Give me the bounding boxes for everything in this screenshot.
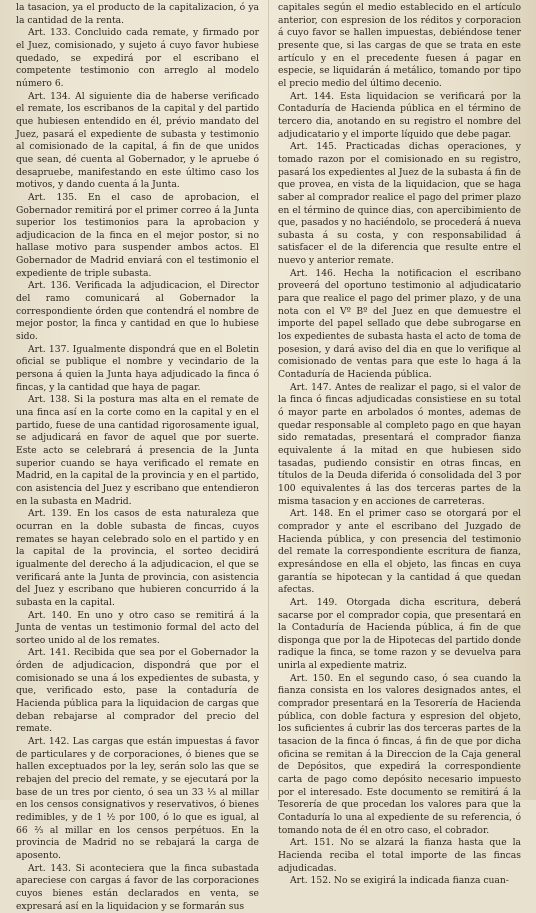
article-143: Art. 143. Si aconteciera que la finca subastada apareciese con cargas á favor de las corporaciones cuyos bienes están declarados en venta, se expresará así en la liquidacion y se formarán sus [16,862,259,912]
article-136: Art. 136. Verificada la adjudicacion, el Director del ramo comunicará al Gobernador la correspondiente órden que contendrá el nombre de mejor postor, la finca y cantidad en que lo hubiese sido. [16,280,259,343]
article-147: Art. 147. Antes de realizar el pago, si el valor de la finca ó fincas adjudicadas consistiese en su total ó mayor parte en arbolados ó montes, ademas de quedar responsable al completo pago en que hayan sido rematadas, presentará el comprador fianza equivalente á la mitad en que hubiesen sido tasadas, pudiendo consistir en otras fincas, en títulos de la Deuda diferida ó consolidada del 3 por 100 equivalentes á las dos terceras partes de la misma tasacion y en acciones de carreteras. [278,381,521,507]
article-150: Art. 150. En el segundo caso, ó sea cuando la fianza consista en los valores designados antes, el comprador presentará en la Tesorería de Hacienda pública, con doble factura y espresion del objeto, los suficientes á cubrir las dos terceras partes de la tasacion de la finca ó fincas, á fin de que por dicha oficina se remitan á la Direccion de la Caja general de Depósitos, que expedirá la correspondiente carta de pago como depósito necesario impuesto por el interesado. Este documento se remitirá á la Tesorería de que procedan los valores para que la Contaduría lo una al expediente de su referencia, ó tomando nota de él en otro caso, el cobrador. [278,672,521,836]
article-140: Art. 140. En uno y otro caso se remitirá á la Junta de ventas un testimonio formal del acto del sorteo unido al de los remates. [16,609,259,646]
article-146: Art. 146. Hecha la notificacion el escribano proveerá del oportuno testimonio al adjudicatario para que realice el pago del primer plazo, y de una nota con el Vº Bº del Juez en que demuestre el importe del papel sellado que debe subrogarse en los expedientes de subasta hasta el acto de toma de posesion, y dará aviso del dia en que lo verifique al comisionado de ventas para que este lo haga á la Contaduría de Hacienda pública. [278,267,521,381]
article-138: Art. 138. Si la postura mas alta en el remate de una finca así en la corte como en la capital y en el partido, fuese de una cantidad rigorosamente igual, se adjudicará en favor de aquel que por suerte. Este acto se celebrará á presencia de la Junta superior cuando se haya verificado el remate en Madrid, en la capital de la provincia y en el partido, con asistencia del Juez y escribano que entendieron en la subasta en Madrid. [16,394,259,507]
article-141: Art. 141. Recibida que sea por el Gobernador la órden de adjudicacion, dispondrá que por el comisionado se una á los expedientes de subasta, y que, verificado esto, pase la contaduría de Hacienda pública para la liquidacion de cargas que deban rebajarse al comprador del precio del remate. [16,647,259,735]
column-divider [268,0,269,800]
article-135: Art. 135. En el caso de aprobacion, el Gobernador remitirá por el primer correo á la Junta superior los testimonios para la aprobacion y adjudicacion de la finca en el mejor postor, si no hallase motivo para suspender ambos actos. El Gobernador de Madrid enviará con el testimonio el expediente de triple subasta. [16,191,259,279]
right-column [278,2,521,887]
article-134: Art. 134. Al siguiente dia de haberse verificado el remate, los escribanos de la capital y del partido que hubiesen entendido en él, prévio mandato del Juez, pasará el expediente de subasta y testimonio al comisionado de la capital, á fin de que unidos que sean, dé cuenta al Gobernador, y le apruebe ó desapruebe, manifestando en este último caso los motivos, y dando cuenta á la Junta. [16,90,259,191]
article-142: Art. 142. Las cargas que están impuestas á favor de particulares y de corporaciones, ó bienes que se hallen exceptuados por la ley, serán solo las que se rebajen del precio del remate, y se ejecutará por la base de un tres por ciento, ó sea un 33 ⅓ al millar en los censos consignativos y reservativos, ó bienes redimibles, y de 1 ½ por 100, ó lo que es igual, al 66 ⅔ al millar en los censos perpétuos. En la provincia de Madrid no se rebajará la carga de aposento. [16,736,259,861]
article-139: Art. 139. En los casos de esta naturaleza que ocurran en la doble subasta de fincas, cuyos remates se hayan celebrado solo en el partido y en la capital de la provincia, el sorteo decidirá igualmente del derecho á la adjudicacion, el que se verificará ante la Junta de provincia, con asistencia del Juez y escribano que hubieren concurrido á la subasta en la capital. [16,508,259,608]
article-137: Art. 137. Igualmente dispondrá que en el Boletin oficial se publique el nombre y vecindario de la persona á quien la Junta haya adjudicado la finca ó fincas, y la cantidad que haya de pagar. [16,343,259,393]
left-column [16,2,259,912]
article-151: Art. 151. No se alzará la fianza hasta que la Hacienda reciba el total importe de las fincas adjudicadas. [278,837,521,874]
article-144: Art. 144. Esta liquidacion se verificará por la Contaduría de Hacienda pública en el término de tercero dia, anotando en su registro el nombre del adjudicatario y el importe líquido que debe pagar. [278,90,521,140]
article-149: Art. 149. Otorgada dicha escritura, deberá sacarse por el comprador copia, que presentará en la Contaduría de Hacienda pública, á fin de que disponga que por la de Hipotecas del partido donde radique la finca, se tome razon y se devuelva para unirla al expediente matriz. [278,596,521,672]
article-145: Art. 145. Practicadas dichas operaciones, y tomado razon por el comisionado en su registro, pasará los expedientes al Juez de la subasta á fin de que provea, en vista de la liquidacion, que se haga saber al comprador realice el pago del primer plazo en el término de quince dias, con apercibimiento de que, pasados y no haciéndolo, se procederá á nueva subasta á su costa, y con responsabilidad á satisfacer el de la diferencia que resulte entre el nuevo y anterior remate. [278,141,521,267]
article-148: Art. 148. En el primer caso se otorgará por el comprador y ante el escribano del Juzgado de Hacienda pública, y con presencia del testimonio del remate la correspondiente escritura de fianza, expresándose en ella el objeto, las fincas en cuya garantía se hipotecan y la cantidad á que quedan afectas. [278,508,521,596]
right-continuation: capitales según el medio establecido en el artículo anterior, con espresion de los réditos y corporacion á cuyo favor se hallen impuestas, debiéndose tener presente que, si las cargas de que se trata en este artículo y en el precedente fuesen á pagar en especie, se liquidarán á metálico, tomando por tipo el precio medio del último decenio. [278,2,521,89]
article-152: Art. 152. No se exigirá la indicada fianza cuan- [290,875,509,887]
article-133: Art. 133. Concluido cada remate, y firmado por el Juez, comisionado, y sujeto á cuyo favor hubiese quedado, se expedirá por el escribano el competente testimonio con arreglo al modelo número 6. [16,27,259,89]
left-continuation: la tasacion, ya el producto de la capitalizacion, ó ya la cantidad de la renta. [16,2,259,26]
